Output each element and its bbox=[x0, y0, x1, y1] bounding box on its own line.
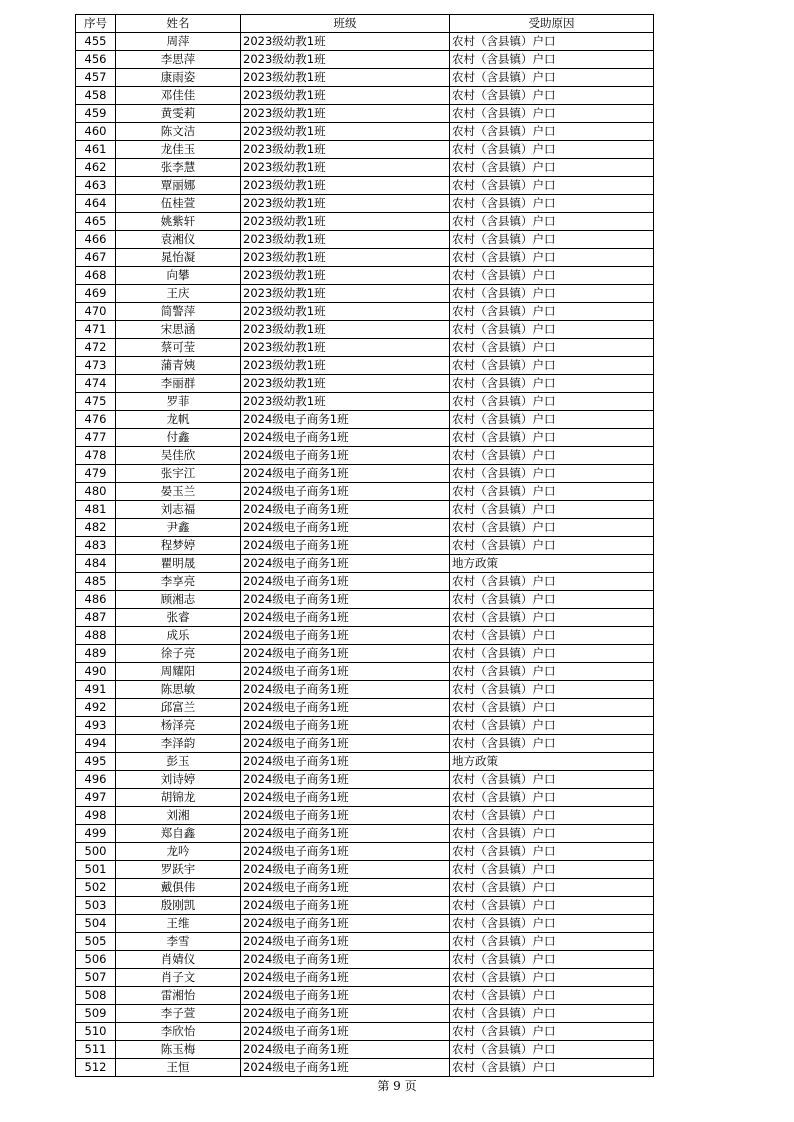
cell-class: 2024级电子商务1班 bbox=[241, 609, 450, 627]
cell-class: 2023级幼教1班 bbox=[241, 141, 450, 159]
cell-name: 张睿 bbox=[116, 609, 241, 627]
table-row bbox=[76, 915, 654, 933]
cell-reason: 农村（含县镇）户口 bbox=[450, 195, 654, 213]
cell-class: 2024级电子商务1班 bbox=[241, 519, 450, 537]
table-row bbox=[76, 177, 654, 195]
cell-reason: 农村（含县镇）户口 bbox=[450, 159, 654, 177]
cell-no: 489 bbox=[76, 645, 116, 663]
cell-no: 480 bbox=[76, 483, 116, 501]
cell-name: 康雨姿 bbox=[116, 69, 241, 87]
cell-class: 2023级幼教1班 bbox=[241, 159, 450, 177]
cell-no: 482 bbox=[76, 519, 116, 537]
cell-reason: 农村（含县镇）户口 bbox=[450, 879, 654, 897]
cell-class: 2024级电子商务1班 bbox=[241, 1041, 450, 1059]
cell-reason: 农村（含县镇）户口 bbox=[450, 1005, 654, 1023]
cell-class: 2024级电子商务1班 bbox=[241, 771, 450, 789]
cell-reason: 农村（含县镇）户口 bbox=[450, 573, 654, 591]
table-row bbox=[76, 861, 654, 879]
cell-reason: 农村（含县镇）户口 bbox=[450, 393, 654, 411]
cell-name: 邱富兰 bbox=[116, 699, 241, 717]
table-row bbox=[76, 123, 654, 141]
cell-no: 457 bbox=[76, 69, 116, 87]
cell-no: 512 bbox=[76, 1059, 116, 1077]
table-row bbox=[76, 411, 654, 429]
cell-class: 2024级电子商务1班 bbox=[241, 915, 450, 933]
table-row bbox=[76, 555, 654, 573]
cell-class: 2024级电子商务1班 bbox=[241, 843, 450, 861]
cell-class: 2024级电子商务1班 bbox=[241, 537, 450, 555]
cell-class: 2024级电子商务1班 bbox=[241, 429, 450, 447]
cell-reason: 农村（含县镇）户口 bbox=[450, 411, 654, 429]
cell-name: 李子萱 bbox=[116, 1005, 241, 1023]
cell-reason: 农村（含县镇）户口 bbox=[450, 519, 654, 537]
table-row bbox=[76, 663, 654, 681]
cell-no: 503 bbox=[76, 897, 116, 915]
cell-name: 成乐 bbox=[116, 627, 241, 645]
cell-no: 469 bbox=[76, 285, 116, 303]
cell-reason: 农村（含县镇）户口 bbox=[450, 69, 654, 87]
cell-class: 2024级电子商务1班 bbox=[241, 483, 450, 501]
cell-class: 2023级幼教1班 bbox=[241, 123, 450, 141]
cell-name: 郑自鑫 bbox=[116, 825, 241, 843]
header-no: 序号 bbox=[76, 15, 116, 33]
cell-class: 2024级电子商务1班 bbox=[241, 879, 450, 897]
cell-name: 罗菲 bbox=[116, 393, 241, 411]
cell-reason: 农村（含县镇）户口 bbox=[450, 645, 654, 663]
cell-no: 475 bbox=[76, 393, 116, 411]
student-aid-table bbox=[75, 14, 654, 1077]
cell-class: 2023级幼教1班 bbox=[241, 69, 450, 87]
cell-no: 470 bbox=[76, 303, 116, 321]
cell-name: 伍桂萱 bbox=[116, 195, 241, 213]
cell-name: 肖子文 bbox=[116, 969, 241, 987]
table-row bbox=[76, 69, 654, 87]
cell-class: 2024级电子商务1班 bbox=[241, 951, 450, 969]
cell-class: 2024级电子商务1班 bbox=[241, 591, 450, 609]
table-row bbox=[76, 573, 654, 591]
cell-class: 2024级电子商务1班 bbox=[241, 1005, 450, 1023]
cell-class: 2023级幼教1班 bbox=[241, 339, 450, 357]
cell-name: 覃丽娜 bbox=[116, 177, 241, 195]
table-row bbox=[76, 807, 654, 825]
cell-class: 2023级幼教1班 bbox=[241, 393, 450, 411]
cell-reason: 农村（含县镇）户口 bbox=[450, 33, 654, 51]
cell-reason: 地方政策 bbox=[450, 753, 654, 771]
cell-reason: 农村（含县镇）户口 bbox=[450, 915, 654, 933]
cell-no: 511 bbox=[76, 1041, 116, 1059]
cell-no: 484 bbox=[76, 555, 116, 573]
cell-name: 罗跃宇 bbox=[116, 861, 241, 879]
table-row bbox=[76, 1059, 654, 1077]
header-row bbox=[76, 15, 654, 33]
cell-name: 晏玉兰 bbox=[116, 483, 241, 501]
table-row bbox=[76, 591, 654, 609]
table-row bbox=[76, 285, 654, 303]
cell-reason: 农村（含县镇）户口 bbox=[450, 771, 654, 789]
cell-no: 485 bbox=[76, 573, 116, 591]
cell-class: 2023级幼教1班 bbox=[241, 303, 450, 321]
cell-reason: 农村（含县镇）户口 bbox=[450, 1041, 654, 1059]
cell-name: 王恒 bbox=[116, 1059, 241, 1077]
cell-class: 2023级幼教1班 bbox=[241, 285, 450, 303]
table-row bbox=[76, 33, 654, 51]
table-row bbox=[76, 735, 654, 753]
cell-name: 徐子亮 bbox=[116, 645, 241, 663]
cell-class: 2023级幼教1班 bbox=[241, 357, 450, 375]
cell-name: 姚紫轩 bbox=[116, 213, 241, 231]
table-row bbox=[76, 357, 654, 375]
table-row bbox=[76, 789, 654, 807]
cell-no: 466 bbox=[76, 231, 116, 249]
cell-no: 493 bbox=[76, 717, 116, 735]
cell-name: 宋思涵 bbox=[116, 321, 241, 339]
table-row bbox=[76, 717, 654, 735]
cell-class: 2024级电子商务1班 bbox=[241, 789, 450, 807]
cell-class: 2024级电子商务1班 bbox=[241, 1059, 450, 1077]
cell-no: 474 bbox=[76, 375, 116, 393]
cell-name: 张李慧 bbox=[116, 159, 241, 177]
table-row bbox=[76, 537, 654, 555]
cell-reason: 农村（含县镇）户口 bbox=[450, 825, 654, 843]
cell-name: 刘诗婷 bbox=[116, 771, 241, 789]
cell-no: 476 bbox=[76, 411, 116, 429]
cell-name: 付鑫 bbox=[116, 429, 241, 447]
table-row bbox=[76, 1005, 654, 1023]
cell-no: 458 bbox=[76, 87, 116, 105]
cell-name: 张宇江 bbox=[116, 465, 241, 483]
cell-reason: 农村（含县镇）户口 bbox=[450, 897, 654, 915]
table-row bbox=[76, 231, 654, 249]
cell-no: 490 bbox=[76, 663, 116, 681]
cell-reason: 农村（含县镇）户口 bbox=[450, 627, 654, 645]
cell-reason: 农村（含县镇）户口 bbox=[450, 843, 654, 861]
cell-name: 袁湘仪 bbox=[116, 231, 241, 249]
cell-reason: 农村（含县镇）户口 bbox=[450, 429, 654, 447]
table-row bbox=[76, 159, 654, 177]
cell-name: 蒲青姨 bbox=[116, 357, 241, 375]
cell-no: 481 bbox=[76, 501, 116, 519]
cell-reason: 农村（含县镇）户口 bbox=[450, 501, 654, 519]
cell-reason: 农村（含县镇）户口 bbox=[450, 699, 654, 717]
cell-reason: 农村（含县镇）户口 bbox=[450, 105, 654, 123]
table-row bbox=[76, 825, 654, 843]
cell-class: 2024级电子商务1班 bbox=[241, 699, 450, 717]
cell-reason: 农村（含县镇）户口 bbox=[450, 609, 654, 627]
cell-reason: 农村（含县镇）户口 bbox=[450, 231, 654, 249]
cell-name: 殷刚凯 bbox=[116, 897, 241, 915]
table-row bbox=[76, 1041, 654, 1059]
cell-reason: 农村（含县镇）户口 bbox=[450, 951, 654, 969]
cell-class: 2024级电子商务1班 bbox=[241, 861, 450, 879]
table-row bbox=[76, 645, 654, 663]
cell-name: 王庆 bbox=[116, 285, 241, 303]
cell-reason: 农村（含县镇）户口 bbox=[450, 339, 654, 357]
cell-class: 2024级电子商务1班 bbox=[241, 501, 450, 519]
cell-no: 497 bbox=[76, 789, 116, 807]
cell-reason: 农村（含县镇）户口 bbox=[450, 717, 654, 735]
cell-class: 2024级电子商务1班 bbox=[241, 573, 450, 591]
cell-no: 483 bbox=[76, 537, 116, 555]
cell-name: 李泽韵 bbox=[116, 735, 241, 753]
header-reason: 受助原因 bbox=[450, 15, 654, 33]
cell-name: 蔡可莹 bbox=[116, 339, 241, 357]
cell-no: 496 bbox=[76, 771, 116, 789]
table-row bbox=[76, 483, 654, 501]
cell-no: 501 bbox=[76, 861, 116, 879]
cell-reason: 农村（含县镇）户口 bbox=[450, 357, 654, 375]
table-row bbox=[76, 771, 654, 789]
table-row bbox=[76, 87, 654, 105]
cell-no: 494 bbox=[76, 735, 116, 753]
table-row bbox=[76, 951, 654, 969]
cell-reason: 农村（含县镇）户口 bbox=[450, 87, 654, 105]
cell-class: 2024级电子商务1班 bbox=[241, 627, 450, 645]
cell-class: 2024级电子商务1班 bbox=[241, 753, 450, 771]
cell-no: 502 bbox=[76, 879, 116, 897]
cell-reason: 农村（含县镇）户口 bbox=[450, 177, 654, 195]
cell-no: 462 bbox=[76, 159, 116, 177]
cell-class: 2023级幼教1班 bbox=[241, 105, 450, 123]
table-row bbox=[76, 105, 654, 123]
cell-reason: 农村（含县镇）户口 bbox=[450, 285, 654, 303]
cell-no: 492 bbox=[76, 699, 116, 717]
header-class: 班级 bbox=[241, 15, 450, 33]
cell-name: 刘湘 bbox=[116, 807, 241, 825]
cell-reason: 农村（含县镇）户口 bbox=[450, 483, 654, 501]
cell-name: 李雪 bbox=[116, 933, 241, 951]
cell-name: 顾湘志 bbox=[116, 591, 241, 609]
cell-reason: 农村（含县镇）户口 bbox=[450, 375, 654, 393]
table-row bbox=[76, 501, 654, 519]
table-row bbox=[76, 879, 654, 897]
cell-no: 472 bbox=[76, 339, 116, 357]
cell-class: 2024级电子商务1班 bbox=[241, 447, 450, 465]
cell-name: 雷湘怡 bbox=[116, 987, 241, 1005]
cell-reason: 农村（含县镇）户口 bbox=[450, 591, 654, 609]
cell-no: 460 bbox=[76, 123, 116, 141]
cell-class: 2024级电子商务1班 bbox=[241, 717, 450, 735]
cell-class: 2024级电子商务1班 bbox=[241, 663, 450, 681]
cell-name: 邓佳佳 bbox=[116, 87, 241, 105]
cell-class: 2024级电子商务1班 bbox=[241, 681, 450, 699]
cell-class: 2024级电子商务1班 bbox=[241, 411, 450, 429]
cell-name: 李思萍 bbox=[116, 51, 241, 69]
cell-no: 488 bbox=[76, 627, 116, 645]
cell-name: 陈玉梅 bbox=[116, 1041, 241, 1059]
cell-reason: 农村（含县镇）户口 bbox=[450, 213, 654, 231]
table-row bbox=[76, 267, 654, 285]
cell-name: 瞿明晟 bbox=[116, 555, 241, 573]
cell-class: 2024级电子商务1班 bbox=[241, 987, 450, 1005]
cell-class: 2023级幼教1班 bbox=[241, 321, 450, 339]
cell-no: 459 bbox=[76, 105, 116, 123]
cell-no: 465 bbox=[76, 213, 116, 231]
table-row bbox=[76, 987, 654, 1005]
table-row bbox=[76, 933, 654, 951]
cell-name: 龙帆 bbox=[116, 411, 241, 429]
cell-reason: 农村（含县镇）户口 bbox=[450, 807, 654, 825]
cell-class: 2023级幼教1班 bbox=[241, 375, 450, 393]
cell-name: 陈文洁 bbox=[116, 123, 241, 141]
cell-no: 505 bbox=[76, 933, 116, 951]
cell-reason: 农村（含县镇）户口 bbox=[450, 51, 654, 69]
cell-reason: 农村（含县镇）户口 bbox=[450, 267, 654, 285]
table-row bbox=[76, 447, 654, 465]
cell-class: 2023级幼教1班 bbox=[241, 87, 450, 105]
cell-no: 506 bbox=[76, 951, 116, 969]
cell-no: 464 bbox=[76, 195, 116, 213]
table-row bbox=[76, 213, 654, 231]
cell-no: 467 bbox=[76, 249, 116, 267]
cell-name: 简警萍 bbox=[116, 303, 241, 321]
cell-no: 468 bbox=[76, 267, 116, 285]
cell-reason: 农村（含县镇）户口 bbox=[450, 537, 654, 555]
cell-no: 478 bbox=[76, 447, 116, 465]
table-row bbox=[76, 393, 654, 411]
cell-name: 杨泽亮 bbox=[116, 717, 241, 735]
table-row bbox=[76, 699, 654, 717]
page-number: 第 9 页 bbox=[377, 1079, 417, 1093]
cell-reason: 农村（含县镇）户口 bbox=[450, 969, 654, 987]
cell-reason: 农村（含县镇）户口 bbox=[450, 735, 654, 753]
cell-class: 2024级电子商务1班 bbox=[241, 897, 450, 915]
header-name: 姓名 bbox=[116, 15, 241, 33]
cell-reason: 农村（含县镇）户口 bbox=[450, 303, 654, 321]
cell-no: 510 bbox=[76, 1023, 116, 1041]
table-row bbox=[76, 1023, 654, 1041]
cell-reason: 农村（含县镇）户口 bbox=[450, 141, 654, 159]
table-row bbox=[76, 681, 654, 699]
cell-name: 胡锦龙 bbox=[116, 789, 241, 807]
cell-class: 2023级幼教1班 bbox=[241, 51, 450, 69]
cell-no: 486 bbox=[76, 591, 116, 609]
cell-name: 吴佳欣 bbox=[116, 447, 241, 465]
cell-reason: 农村（含县镇）户口 bbox=[450, 663, 654, 681]
table-row bbox=[76, 303, 654, 321]
cell-no: 461 bbox=[76, 141, 116, 159]
cell-reason: 农村（含县镇）户口 bbox=[450, 933, 654, 951]
cell-no: 473 bbox=[76, 357, 116, 375]
cell-class: 2024级电子商务1班 bbox=[241, 1023, 450, 1041]
cell-no: 500 bbox=[76, 843, 116, 861]
cell-no: 455 bbox=[76, 33, 116, 51]
cell-class: 2023级幼教1班 bbox=[241, 177, 450, 195]
cell-name: 晁怡凝 bbox=[116, 249, 241, 267]
cell-name: 周耀阳 bbox=[116, 663, 241, 681]
cell-name: 程梦婷 bbox=[116, 537, 241, 555]
cell-class: 2023级幼教1班 bbox=[241, 213, 450, 231]
table-row bbox=[76, 465, 654, 483]
cell-no: 495 bbox=[76, 753, 116, 771]
table-row bbox=[76, 429, 654, 447]
cell-no: 509 bbox=[76, 1005, 116, 1023]
cell-no: 477 bbox=[76, 429, 116, 447]
cell-class: 2023级幼教1班 bbox=[241, 195, 450, 213]
cell-class: 2024级电子商务1班 bbox=[241, 645, 450, 663]
cell-name: 尹鑫 bbox=[116, 519, 241, 537]
cell-class: 2023级幼教1班 bbox=[241, 267, 450, 285]
cell-class: 2024级电子商务1班 bbox=[241, 825, 450, 843]
cell-reason: 农村（含县镇）户口 bbox=[450, 249, 654, 267]
cell-class: 2024级电子商务1班 bbox=[241, 969, 450, 987]
table-row bbox=[76, 897, 654, 915]
cell-no: 479 bbox=[76, 465, 116, 483]
table-row bbox=[76, 375, 654, 393]
cell-reason: 农村（含县镇）户口 bbox=[450, 789, 654, 807]
table-row bbox=[76, 843, 654, 861]
table-row bbox=[76, 609, 654, 627]
cell-no: 471 bbox=[76, 321, 116, 339]
cell-reason: 农村（含县镇）户口 bbox=[450, 987, 654, 1005]
cell-name: 陈思敏 bbox=[116, 681, 241, 699]
cell-class: 2024级电子商务1班 bbox=[241, 465, 450, 483]
cell-class: 2024级电子商务1班 bbox=[241, 933, 450, 951]
table-row bbox=[76, 141, 654, 159]
cell-class: 2024级电子商务1班 bbox=[241, 735, 450, 753]
cell-name: 彭玉 bbox=[116, 753, 241, 771]
cell-class: 2023级幼教1班 bbox=[241, 33, 450, 51]
cell-class: 2024级电子商务1班 bbox=[241, 807, 450, 825]
cell-name: 刘志福 bbox=[116, 501, 241, 519]
cell-no: 456 bbox=[76, 51, 116, 69]
table-row bbox=[76, 195, 654, 213]
table-row bbox=[76, 249, 654, 267]
cell-reason: 农村（含县镇）户口 bbox=[450, 1059, 654, 1077]
table-row bbox=[76, 753, 654, 771]
cell-name: 肖婧仪 bbox=[116, 951, 241, 969]
cell-reason: 农村（含县镇）户口 bbox=[450, 681, 654, 699]
cell-no: 504 bbox=[76, 915, 116, 933]
cell-reason: 农村（含县镇）户口 bbox=[450, 465, 654, 483]
cell-name: 李享亮 bbox=[116, 573, 241, 591]
cell-no: 491 bbox=[76, 681, 116, 699]
cell-class: 2023级幼教1班 bbox=[241, 249, 450, 267]
table-row bbox=[76, 339, 654, 357]
cell-reason: 农村（含县镇）户口 bbox=[450, 447, 654, 465]
cell-no: 463 bbox=[76, 177, 116, 195]
cell-name: 戴俱伟 bbox=[116, 879, 241, 897]
cell-name: 龙吟 bbox=[116, 843, 241, 861]
cell-name: 李欣怡 bbox=[116, 1023, 241, 1041]
cell-class: 2023级幼教1班 bbox=[241, 231, 450, 249]
cell-name: 龙佳玉 bbox=[116, 141, 241, 159]
table-row bbox=[76, 321, 654, 339]
table-row bbox=[76, 51, 654, 69]
cell-reason: 农村（含县镇）户口 bbox=[450, 321, 654, 339]
cell-name: 黄雯莉 bbox=[116, 105, 241, 123]
cell-class: 2024级电子商务1班 bbox=[241, 555, 450, 573]
cell-no: 498 bbox=[76, 807, 116, 825]
cell-reason: 农村（含县镇）户口 bbox=[450, 123, 654, 141]
cell-no: 499 bbox=[76, 825, 116, 843]
table-row bbox=[76, 627, 654, 645]
cell-name: 李丽群 bbox=[116, 375, 241, 393]
cell-no: 508 bbox=[76, 987, 116, 1005]
table-row bbox=[76, 519, 654, 537]
cell-name: 向攀 bbox=[116, 267, 241, 285]
cell-reason: 农村（含县镇）户口 bbox=[450, 861, 654, 879]
cell-name: 王维 bbox=[116, 915, 241, 933]
cell-no: 487 bbox=[76, 609, 116, 627]
table-row bbox=[76, 969, 654, 987]
cell-no: 507 bbox=[76, 969, 116, 987]
cell-reason: 农村（含县镇）户口 bbox=[450, 1023, 654, 1041]
cell-reason: 地方政策 bbox=[450, 555, 654, 573]
cell-name: 周萍 bbox=[116, 33, 241, 51]
